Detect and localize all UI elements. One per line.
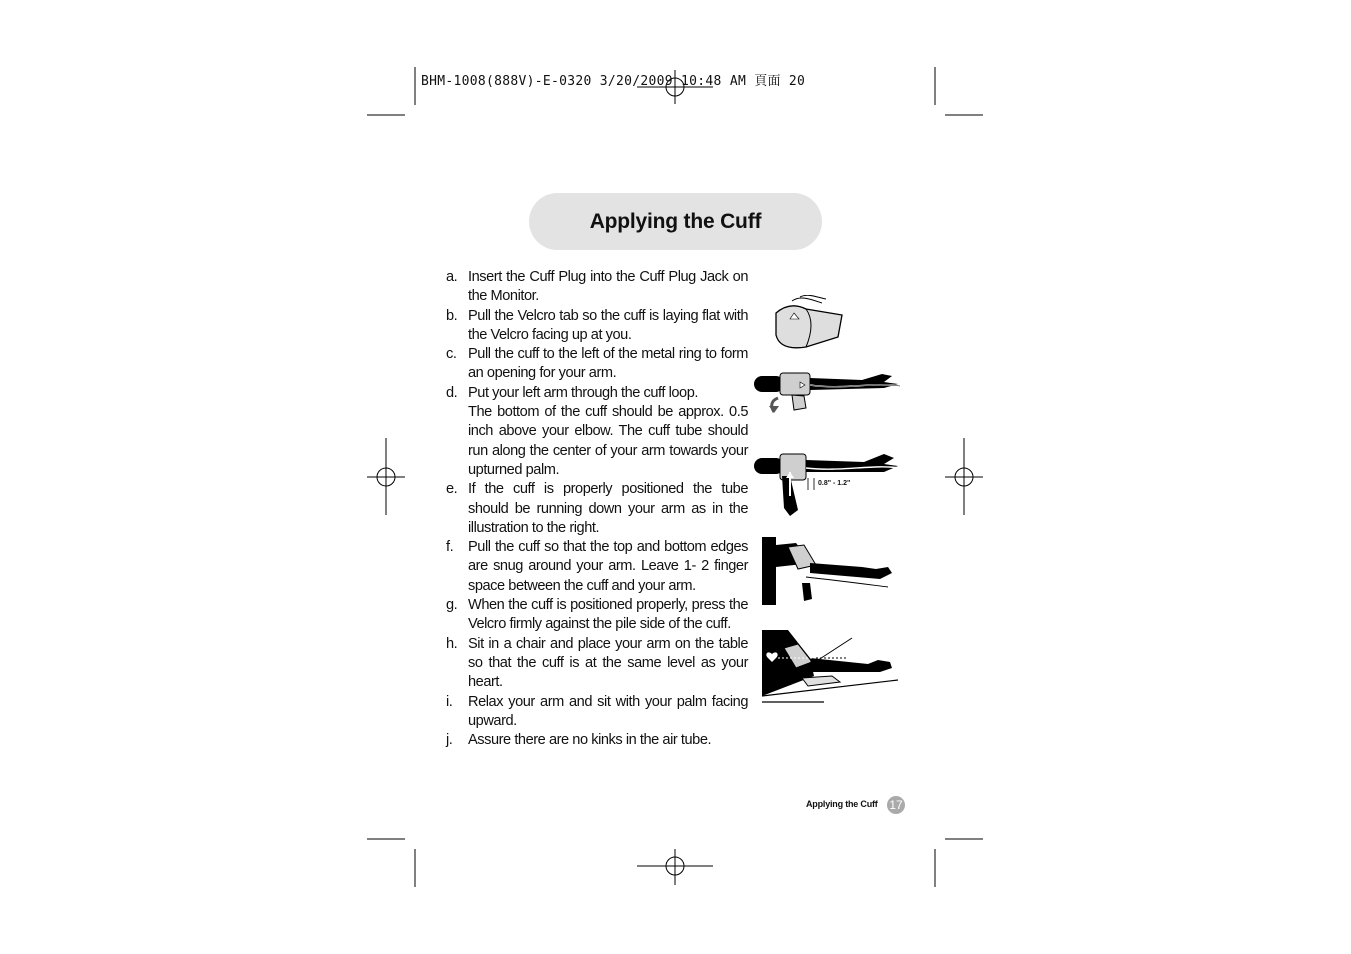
- list-item: [446, 596, 748, 635]
- step-marker: a.: [446, 269, 458, 285]
- list-item: [446, 307, 748, 346]
- step-text: If the cuff is properly positioned the tube should be running down your arm as in the illustration to the right.: [468, 481, 748, 536]
- step-text: Pull the cuff to the left of the metal ring to form an opening for your arm.: [468, 346, 748, 382]
- registration-mark-bottom: [637, 849, 713, 885]
- step-text: When the cuff is positioned properly, press the Velcro firmly against the pile side of the cuff.: [468, 597, 748, 633]
- list-item: [446, 731, 748, 750]
- step-text: Relax your arm and sit with your palm facing upward.: [468, 693, 748, 729]
- step-text: Pull the cuff so that the top and bottom edges are snug around your arm. Leave 1- 2 finger space between the cuff and your arm.: [468, 539, 748, 594]
- step-marker: j.: [446, 732, 453, 749]
- list-item: [446, 538, 748, 596]
- step-text: Sit in a chair and place your arm on the table so that the cuff is at the same level as your heart.: [468, 635, 748, 691]
- step-marker: g.: [446, 597, 458, 614]
- arm-snug-illustration: [762, 537, 896, 605]
- list-item: [446, 384, 748, 480]
- footer-section-label: Applying the Cuff: [806, 799, 878, 809]
- registration-mark-right: [945, 438, 983, 515]
- registration-mark-left: [367, 438, 405, 515]
- list-item: [446, 480, 748, 538]
- step-marker: e.: [446, 481, 458, 498]
- print-slug: BHM-1008(888V)-E-0320 3/20/2009 10:48 AM 頁面 20: [421, 74, 806, 89]
- list-item: [446, 635, 748, 693]
- step-text: Insert the Cuff Plug into the Cuff Plug Jack on the Monitor.: [468, 269, 748, 305]
- list-item: [446, 345, 748, 384]
- step-text: Assure there are no kinks in the air tube.: [468, 732, 712, 749]
- list-item: [446, 693, 748, 732]
- step-marker: f.: [446, 539, 454, 556]
- title-banner: [529, 193, 822, 250]
- list-item: [446, 268, 748, 307]
- measure-label: 0.8" - 1.2": [818, 480, 851, 487]
- page-title: Applying the Cuff: [589, 209, 762, 233]
- step-text: Put your left arm through the cuff loop.: [468, 384, 698, 401]
- step-marker: b.: [446, 307, 458, 324]
- arm-cuff-illustration: [752, 368, 904, 416]
- step-marker: h.: [446, 635, 458, 652]
- step-marker: d.: [446, 384, 458, 401]
- page-number-badge: 17: [887, 796, 905, 814]
- arm-heart-level-illustration: [758, 628, 898, 706]
- step-marker: i.: [446, 693, 453, 710]
- step-text: The bottom of the cuff should be approx. 0.5 inch above your elbow. The cuff tube should run along the center of your arm towards your upturned palm.: [468, 404, 748, 478]
- steps-list: [446, 268, 748, 750]
- cuff-illustration: [770, 295, 850, 355]
- step-marker: c.: [446, 346, 457, 363]
- step-text: Pull the Velcro tab so the cuff is laying flat with the Velcro facing up at you.: [468, 307, 748, 343]
